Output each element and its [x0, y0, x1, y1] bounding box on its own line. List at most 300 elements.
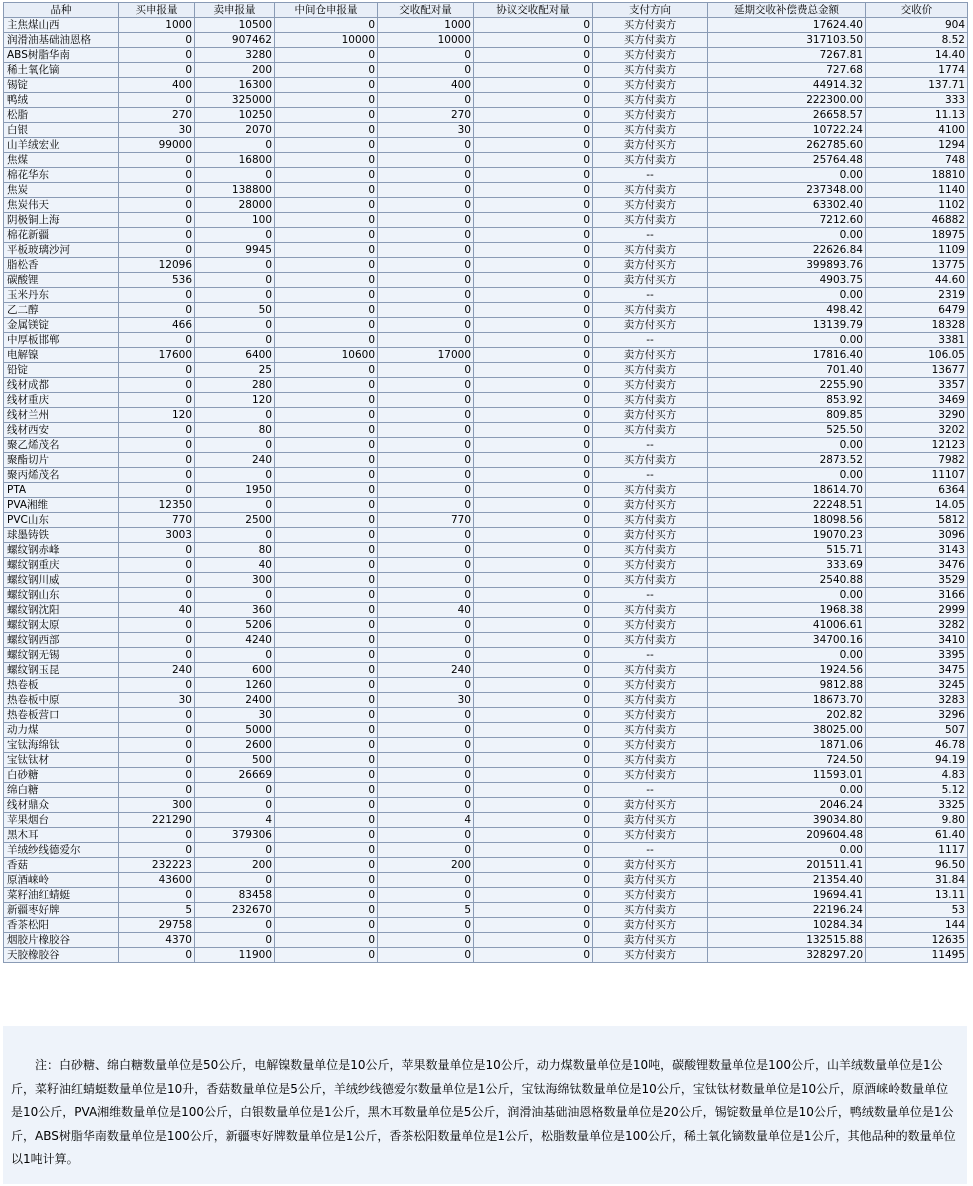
sell-quantity-cell: 25	[195, 363, 275, 378]
matched-quantity-cell: 0	[378, 453, 474, 468]
buy-quantity-cell: 0	[119, 888, 195, 903]
buy-quantity-cell: 536	[119, 273, 195, 288]
agreement-matched-quantity-cell: 0	[474, 513, 593, 528]
matched-quantity-cell: 0	[378, 648, 474, 663]
table-row	[4, 63, 968, 78]
table-row	[4, 603, 968, 618]
table-row	[4, 393, 968, 408]
variety-cell: 金属镁锭	[4, 318, 119, 333]
sell-quantity-cell: 360	[195, 603, 275, 618]
settlement-price-cell: 1117	[866, 843, 968, 858]
compensation-amount-cell: 22196.24	[708, 903, 866, 918]
matched-quantity-cell: 240	[378, 663, 474, 678]
sell-quantity-cell: 120	[195, 393, 275, 408]
variety-cell: 聚丙烯茂名	[4, 468, 119, 483]
buy-quantity-cell: 4370	[119, 933, 195, 948]
settlement-price-cell: 3296	[866, 708, 968, 723]
settlement-price-cell: 46882	[866, 213, 968, 228]
agreement-matched-quantity-cell: 0	[474, 633, 593, 648]
buy-quantity-cell: 0	[119, 213, 195, 228]
settlement-price-cell: 31.84	[866, 873, 968, 888]
compensation-amount-cell: 202.82	[708, 708, 866, 723]
intermediate-quantity-cell: 0	[275, 423, 378, 438]
compensation-amount-cell: 38025.00	[708, 723, 866, 738]
payment-direction-cell: 买方付卖方	[593, 753, 708, 768]
variety-cell: 乙二醇	[4, 303, 119, 318]
variety-cell: 螺纹钢太原	[4, 618, 119, 633]
matched-quantity-cell: 0	[378, 198, 474, 213]
buy-quantity-cell: 0	[119, 783, 195, 798]
buy-quantity-cell: 0	[119, 363, 195, 378]
intermediate-quantity-cell: 0	[275, 663, 378, 678]
intermediate-quantity-cell: 0	[275, 78, 378, 93]
table-row	[4, 858, 968, 873]
matched-quantity-cell: 0	[378, 138, 474, 153]
sell-quantity-cell: 138800	[195, 183, 275, 198]
settlement-price-cell: 46.78	[866, 738, 968, 753]
variety-cell: 黑木耳	[4, 828, 119, 843]
buy-quantity-cell: 466	[119, 318, 195, 333]
matched-quantity-cell: 0	[378, 153, 474, 168]
payment-direction-cell: 买方付卖方	[593, 708, 708, 723]
buy-quantity-cell: 0	[119, 378, 195, 393]
payment-direction-cell: 买方付卖方	[593, 18, 708, 33]
settlement-price-cell: 748	[866, 153, 968, 168]
intermediate-quantity-cell: 0	[275, 783, 378, 798]
settlement-price-cell: 3166	[866, 588, 968, 603]
settlement-price-cell: 18328	[866, 318, 968, 333]
variety-cell: 动力煤	[4, 723, 119, 738]
sell-quantity-cell: 0	[195, 528, 275, 543]
compensation-amount-cell: 10284.34	[708, 918, 866, 933]
table-row	[4, 93, 968, 108]
payment-direction-cell: 买方付卖方	[593, 423, 708, 438]
intermediate-quantity-cell: 0	[275, 48, 378, 63]
variety-cell: 焦煤	[4, 153, 119, 168]
payment-direction-cell: 买方付卖方	[593, 888, 708, 903]
compensation-amount-cell: 328297.20	[708, 948, 866, 963]
sell-quantity-cell: 50	[195, 303, 275, 318]
agreement-matched-quantity-cell: 0	[474, 618, 593, 633]
settlement-price-cell: 1774	[866, 63, 968, 78]
sell-quantity-cell: 0	[195, 228, 275, 243]
table-row	[4, 273, 968, 288]
agreement-matched-quantity-cell: 0	[474, 168, 593, 183]
payment-direction-cell: 买方付卖方	[593, 198, 708, 213]
intermediate-quantity-cell: 0	[275, 453, 378, 468]
variety-cell: PVC山东	[4, 513, 119, 528]
agreement-matched-quantity-cell: 0	[474, 918, 593, 933]
compensation-amount-cell: 727.68	[708, 63, 866, 78]
matched-quantity-cell: 10000	[378, 33, 474, 48]
payment-direction-cell: 卖方付买方	[593, 798, 708, 813]
payment-direction-cell: 买方付卖方	[593, 663, 708, 678]
variety-cell: 绵白糖	[4, 783, 119, 798]
table-row	[4, 288, 968, 303]
matched-quantity-cell: 0	[378, 873, 474, 888]
intermediate-quantity-cell: 0	[275, 243, 378, 258]
intermediate-quantity-cell: 0	[275, 813, 378, 828]
agreement-matched-quantity-cell: 0	[474, 888, 593, 903]
sell-quantity-cell: 0	[195, 918, 275, 933]
variety-cell: 白银	[4, 123, 119, 138]
payment-direction-cell: 买方付卖方	[593, 903, 708, 918]
table-row	[4, 108, 968, 123]
matched-quantity-cell: 0	[378, 303, 474, 318]
settlement-price-cell: 3395	[866, 648, 968, 663]
buy-quantity-cell: 0	[119, 168, 195, 183]
payment-direction-cell: 买方付卖方	[593, 738, 708, 753]
matched-quantity-cell: 0	[378, 543, 474, 558]
intermediate-quantity-cell: 0	[275, 333, 378, 348]
compensation-amount-cell: 25764.48	[708, 153, 866, 168]
variety-cell: 锡锭	[4, 78, 119, 93]
intermediate-quantity-cell: 0	[275, 153, 378, 168]
variety-cell: PTA	[4, 483, 119, 498]
matched-quantity-cell: 0	[378, 168, 474, 183]
intermediate-quantity-cell: 0	[275, 888, 378, 903]
sell-quantity-cell: 2600	[195, 738, 275, 753]
table-row	[4, 633, 968, 648]
buy-quantity-cell: 0	[119, 618, 195, 633]
settlement-price-cell: 3290	[866, 408, 968, 423]
buy-quantity-cell: 0	[119, 558, 195, 573]
table-row	[4, 348, 968, 363]
payment-direction-cell: --	[593, 228, 708, 243]
payment-direction-cell: 买方付卖方	[593, 78, 708, 93]
matched-quantity-cell: 0	[378, 798, 474, 813]
sell-quantity-cell: 0	[195, 873, 275, 888]
agreement-matched-quantity-cell: 0	[474, 348, 593, 363]
agreement-matched-quantity-cell: 0	[474, 783, 593, 798]
settlement-price-cell: 6479	[866, 303, 968, 318]
table-row	[4, 738, 968, 753]
payment-direction-cell: 买方付卖方	[593, 93, 708, 108]
buy-quantity-cell: 300	[119, 798, 195, 813]
settlement-price-cell: 94.19	[866, 753, 968, 768]
matched-quantity-cell: 0	[378, 918, 474, 933]
settlement-price-cell: 3410	[866, 633, 968, 648]
sell-quantity-cell: 600	[195, 663, 275, 678]
intermediate-quantity-cell: 0	[275, 543, 378, 558]
intermediate-quantity-cell: 10600	[275, 348, 378, 363]
table-row	[4, 543, 968, 558]
matched-quantity-cell: 30	[378, 123, 474, 138]
table-row	[4, 528, 968, 543]
agreement-matched-quantity-cell: 0	[474, 543, 593, 558]
agreement-matched-quantity-cell: 0	[474, 408, 593, 423]
agreement-matched-quantity-cell: 0	[474, 303, 593, 318]
table-row	[4, 243, 968, 258]
footnote: 注：白砂糖、绵白糖数量单位是50公斤，电解镍数量单位是10公斤，苹果数量单位是10公斤，动力煤数量单位是10吨，碳酸锂数量单位是100公斤，山羊绒数量单位是1公斤，菜籽油红蜻蜓数量单位是10升，香菇数量单位是5公斤，羊绒纱线德爱尔数量单位是1公斤，宝钛海绵钛数量单位是10公斤，宝钛钛材数量单位是10公斤，原酒崃岭数量单位是10公斤，PVA湘维数量单位是100公斤，白银数量单位是1公斤，黑木耳数量单位是5公斤，润滑油基础油恩格数量单位是20公斤，锡锭数量单位是10公斤，鸭绒数量单位是1公斤，ABS树脂华南数量单位是100公斤，新疆枣好牌数量单位是1公斤，香茶松阳数量单位是1公斤，松脂数量单位是100公斤，稀土氧化镝数量单位是1公斤，其他品种的数量单位以1吨计算。	[3, 1026, 967, 1184]
intermediate-quantity-cell: 0	[275, 768, 378, 783]
sell-quantity-cell: 11900	[195, 948, 275, 963]
buy-quantity-cell: 270	[119, 108, 195, 123]
table-row	[4, 843, 968, 858]
table-row	[4, 408, 968, 423]
intermediate-quantity-cell: 0	[275, 498, 378, 513]
settlement-price-cell: 13.11	[866, 888, 968, 903]
agreement-matched-quantity-cell: 0	[474, 153, 593, 168]
variety-cell: 螺纹钢重庆	[4, 558, 119, 573]
variety-cell: 菜籽油红蜻蜓	[4, 888, 119, 903]
intermediate-quantity-cell: 0	[275, 633, 378, 648]
payment-direction-cell: 卖方付买方	[593, 498, 708, 513]
table-row	[4, 138, 968, 153]
matched-quantity-cell: 0	[378, 933, 474, 948]
buy-quantity-cell: 0	[119, 468, 195, 483]
buy-quantity-cell: 12096	[119, 258, 195, 273]
variety-cell: 主焦煤山西	[4, 18, 119, 33]
agreement-matched-quantity-cell: 0	[474, 213, 593, 228]
matched-quantity-cell: 17000	[378, 348, 474, 363]
buy-quantity-cell: 40	[119, 603, 195, 618]
compensation-amount-cell: 7267.81	[708, 48, 866, 63]
sell-quantity-cell: 0	[195, 798, 275, 813]
compensation-amount-cell: 2046.24	[708, 798, 866, 813]
sell-quantity-cell: 2500	[195, 513, 275, 528]
settlement-price-cell: 8.52	[866, 33, 968, 48]
payment-direction-cell: 买方付卖方	[593, 693, 708, 708]
buy-quantity-cell: 0	[119, 828, 195, 843]
payment-direction-cell: 买方付卖方	[593, 633, 708, 648]
buy-quantity-cell: 0	[119, 333, 195, 348]
buy-quantity-cell: 99000	[119, 138, 195, 153]
compensation-amount-cell: 44914.32	[708, 78, 866, 93]
compensation-amount-cell: 0.00	[708, 333, 866, 348]
table-row	[4, 78, 968, 93]
compensation-amount-cell: 9812.88	[708, 678, 866, 693]
intermediate-quantity-cell: 0	[275, 363, 378, 378]
intermediate-quantity-cell: 0	[275, 468, 378, 483]
compensation-amount-cell: 21354.40	[708, 873, 866, 888]
sell-quantity-cell: 200	[195, 63, 275, 78]
payment-direction-cell: 卖方付买方	[593, 873, 708, 888]
matched-quantity-cell: 0	[378, 483, 474, 498]
table-row	[4, 678, 968, 693]
intermediate-quantity-cell: 0	[275, 573, 378, 588]
variety-cell: 螺纹钢玉昆	[4, 663, 119, 678]
sell-quantity-cell: 379306	[195, 828, 275, 843]
buy-quantity-cell: 43600	[119, 873, 195, 888]
sell-quantity-cell: 80	[195, 543, 275, 558]
table-body	[4, 18, 968, 963]
intermediate-quantity-cell: 0	[275, 408, 378, 423]
payment-direction-cell: --	[593, 333, 708, 348]
settlement-price-cell: 1140	[866, 183, 968, 198]
variety-cell: 新疆枣好牌	[4, 903, 119, 918]
sell-quantity-cell: 0	[195, 168, 275, 183]
variety-cell: 平板玻璃沙河	[4, 243, 119, 258]
agreement-matched-quantity-cell: 0	[474, 438, 593, 453]
table-row	[4, 258, 968, 273]
settlement-price-cell: 12635	[866, 933, 968, 948]
agreement-matched-quantity-cell: 0	[474, 258, 593, 273]
matched-quantity-cell: 0	[378, 708, 474, 723]
payment-direction-cell: --	[593, 168, 708, 183]
buy-quantity-cell: 0	[119, 198, 195, 213]
variety-cell: 脂松香	[4, 258, 119, 273]
settlement-price-cell: 4.83	[866, 768, 968, 783]
matched-quantity-cell: 0	[378, 573, 474, 588]
sell-quantity-cell: 30	[195, 708, 275, 723]
sell-quantity-cell: 0	[195, 648, 275, 663]
settlement-price-cell: 507	[866, 723, 968, 738]
buy-quantity-cell: 0	[119, 633, 195, 648]
payment-direction-cell: 买方付卖方	[593, 618, 708, 633]
matched-quantity-cell: 0	[378, 498, 474, 513]
payment-direction-cell: 买方付卖方	[593, 483, 708, 498]
agreement-matched-quantity-cell: 0	[474, 528, 593, 543]
settlement-price-cell: 12123	[866, 438, 968, 453]
intermediate-quantity-cell: 0	[275, 378, 378, 393]
settlement-price-cell: 1294	[866, 138, 968, 153]
settlement-price-cell: 9.80	[866, 813, 968, 828]
buy-quantity-cell: 221290	[119, 813, 195, 828]
table-row	[4, 468, 968, 483]
sell-quantity-cell: 80	[195, 423, 275, 438]
sell-quantity-cell: 232670	[195, 903, 275, 918]
compensation-amount-cell: 0.00	[708, 588, 866, 603]
agreement-matched-quantity-cell: 0	[474, 873, 593, 888]
agreement-matched-quantity-cell: 0	[474, 108, 593, 123]
compensation-amount-cell: 701.40	[708, 363, 866, 378]
matched-quantity-cell: 0	[378, 318, 474, 333]
agreement-matched-quantity-cell: 0	[474, 138, 593, 153]
compensation-amount-cell: 525.50	[708, 423, 866, 438]
variety-cell: 聚酯切片	[4, 453, 119, 468]
table-row	[4, 483, 968, 498]
col-compensation-amount-header: 延期交收补偿费总金额	[708, 3, 866, 18]
buy-quantity-cell: 1000	[119, 18, 195, 33]
compensation-amount-cell: 0.00	[708, 468, 866, 483]
payment-direction-cell: 买方付卖方	[593, 48, 708, 63]
variety-cell: 宝钛钛材	[4, 753, 119, 768]
compensation-amount-cell: 39034.80	[708, 813, 866, 828]
buy-quantity-cell: 120	[119, 408, 195, 423]
variety-cell: 阴极铜上海	[4, 213, 119, 228]
variety-cell: PVA湘维	[4, 498, 119, 513]
variety-cell: 螺纹钢山东	[4, 588, 119, 603]
compensation-amount-cell: 22248.51	[708, 498, 866, 513]
buy-quantity-cell: 0	[119, 33, 195, 48]
payment-direction-cell: 买方付卖方	[593, 108, 708, 123]
payment-direction-cell: 买方付卖方	[593, 723, 708, 738]
sell-quantity-cell: 0	[195, 258, 275, 273]
payment-direction-cell: 买方付卖方	[593, 63, 708, 78]
table-row	[4, 363, 968, 378]
sell-quantity-cell: 200	[195, 858, 275, 873]
compensation-amount-cell: 7212.60	[708, 213, 866, 228]
payment-direction-cell: 卖方付买方	[593, 273, 708, 288]
table-row	[4, 588, 968, 603]
agreement-matched-quantity-cell: 0	[474, 423, 593, 438]
settlement-price-cell: 18810	[866, 168, 968, 183]
buy-quantity-cell: 0	[119, 63, 195, 78]
col-payment-direction-header: 支付方向	[593, 3, 708, 18]
variety-cell: 焦炭	[4, 183, 119, 198]
matched-quantity-cell: 0	[378, 48, 474, 63]
settlement-table	[3, 2, 968, 963]
matched-quantity-cell: 0	[378, 618, 474, 633]
col-variety-header: 品种	[4, 3, 119, 18]
buy-quantity-cell: 240	[119, 663, 195, 678]
compensation-amount-cell: 317103.50	[708, 33, 866, 48]
matched-quantity-cell: 0	[378, 528, 474, 543]
settlement-price-cell: 3202	[866, 423, 968, 438]
sell-quantity-cell: 10500	[195, 18, 275, 33]
settlement-price-cell: 137.71	[866, 78, 968, 93]
variety-cell: 聚乙烯茂名	[4, 438, 119, 453]
compensation-amount-cell: 2873.52	[708, 453, 866, 468]
matched-quantity-cell: 0	[378, 93, 474, 108]
settlement-price-cell: 106.05	[866, 348, 968, 363]
variety-cell: ABS树脂华南	[4, 48, 119, 63]
compensation-amount-cell: 19070.23	[708, 528, 866, 543]
payment-direction-cell: 卖方付买方	[593, 918, 708, 933]
compensation-amount-cell: 498.42	[708, 303, 866, 318]
table-row	[4, 933, 968, 948]
buy-quantity-cell: 30	[119, 123, 195, 138]
table-row	[4, 888, 968, 903]
compensation-amount-cell: 237348.00	[708, 183, 866, 198]
col-settlement-price-header: 交收价	[866, 3, 968, 18]
intermediate-quantity-cell: 0	[275, 753, 378, 768]
intermediate-quantity-cell: 0	[275, 738, 378, 753]
table-row	[4, 723, 968, 738]
compensation-amount-cell: 515.71	[708, 543, 866, 558]
intermediate-quantity-cell: 0	[275, 63, 378, 78]
agreement-matched-quantity-cell: 0	[474, 753, 593, 768]
compensation-amount-cell: 0.00	[708, 228, 866, 243]
intermediate-quantity-cell: 0	[275, 693, 378, 708]
compensation-amount-cell: 13139.79	[708, 318, 866, 333]
intermediate-quantity-cell: 0	[275, 183, 378, 198]
sell-quantity-cell: 3280	[195, 48, 275, 63]
variety-cell: 香菇	[4, 858, 119, 873]
sell-quantity-cell: 6400	[195, 348, 275, 363]
compensation-amount-cell: 11593.01	[708, 768, 866, 783]
sell-quantity-cell: 0	[195, 273, 275, 288]
buy-quantity-cell: 0	[119, 648, 195, 663]
compensation-amount-cell: 18614.70	[708, 483, 866, 498]
variety-cell: 鸭绒	[4, 93, 119, 108]
buy-quantity-cell: 0	[119, 48, 195, 63]
table-row	[4, 708, 968, 723]
matched-quantity-cell: 0	[378, 738, 474, 753]
payment-direction-cell: --	[593, 438, 708, 453]
intermediate-quantity-cell: 0	[275, 198, 378, 213]
buy-quantity-cell: 17600	[119, 348, 195, 363]
variety-cell: 螺纹钢川威	[4, 573, 119, 588]
compensation-amount-cell: 333.69	[708, 558, 866, 573]
agreement-matched-quantity-cell: 0	[474, 468, 593, 483]
table-row	[4, 873, 968, 888]
intermediate-quantity-cell: 0	[275, 948, 378, 963]
buy-quantity-cell: 0	[119, 453, 195, 468]
compensation-amount-cell: 22626.84	[708, 243, 866, 258]
table-row	[4, 798, 968, 813]
buy-quantity-cell: 0	[119, 588, 195, 603]
settlement-price-cell: 1102	[866, 198, 968, 213]
agreement-matched-quantity-cell: 0	[474, 798, 593, 813]
table-row	[4, 828, 968, 843]
agreement-matched-quantity-cell: 0	[474, 393, 593, 408]
agreement-matched-quantity-cell: 0	[474, 708, 593, 723]
intermediate-quantity-cell: 0	[275, 438, 378, 453]
payment-direction-cell: --	[593, 648, 708, 663]
matched-quantity-cell: 0	[378, 228, 474, 243]
